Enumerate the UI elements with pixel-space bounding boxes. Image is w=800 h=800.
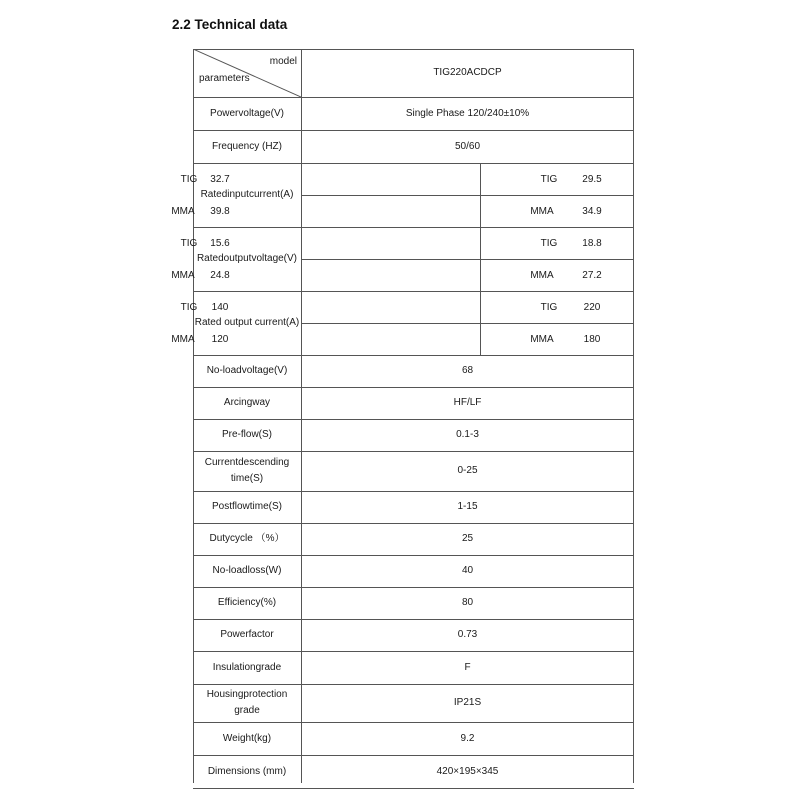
row-label: Rated output current(A) (194, 317, 300, 328)
section-title: 2.2 Technical data (172, 17, 288, 32)
row-value: 50/60 (454, 140, 481, 152)
row-value: 9.2 (460, 732, 475, 744)
technical-data-table (171, 49, 634, 783)
row-label: No-loadvoltage(V) (206, 365, 288, 376)
mode-label: TIG (540, 173, 558, 185)
mode-value: 180 (583, 333, 601, 345)
header-model-value: TIG220ACDCP (433, 67, 502, 78)
row-label: Powervoltage(V) (210, 107, 284, 119)
row-value: 80 (461, 597, 474, 608)
mode-value: 120 (211, 333, 229, 345)
mode-value: 18.8 (582, 237, 602, 249)
mode-label: MMA (171, 269, 195, 281)
row-label: Postflowtime(S) (211, 501, 282, 512)
row-value: 1-15 (457, 501, 478, 512)
row-label: Insulationgrade (212, 661, 282, 673)
row-value: HF/LF (453, 397, 482, 408)
row-label: Ratedinputcurrent(A) (200, 189, 294, 200)
row-value: 0.1-3 (456, 429, 479, 440)
mode-value: 15.6 (210, 237, 230, 249)
row-label: Housingprotection grade (206, 689, 288, 716)
mode-value: 34.9 (582, 205, 602, 217)
row-label: No-loadloss(W) (212, 565, 282, 576)
row-label: Powerfactor (220, 629, 274, 640)
mode-value: 140 (211, 301, 229, 313)
row-value: 68 (461, 365, 474, 376)
mode-label: TIG (180, 237, 198, 249)
row-divider (193, 788, 634, 789)
row-label: Dutycycle （%） (209, 533, 285, 544)
row-label: Weight(kg) (222, 732, 272, 744)
row-label: Currentdescending time(S) (204, 457, 290, 484)
mode-value: 32.7 (210, 173, 230, 185)
row-label: Dimensions (mm) (207, 765, 287, 777)
mode-value: 39.8 (210, 205, 230, 217)
mode-label: TIG (540, 301, 558, 313)
row-value: IP21S (453, 697, 482, 708)
row-value: 0.73 (457, 629, 478, 640)
mode-label: TIG (540, 237, 558, 249)
mode-label: MMA (530, 269, 554, 281)
mode-label: MMA (530, 333, 554, 345)
row-label: Frequency (HZ) (211, 140, 282, 152)
mode-label: MMA (171, 205, 195, 217)
header-parameters-label: parameters (199, 73, 250, 84)
mode-value: 29.5 (582, 173, 602, 185)
row-value: Single Phase 120/240±10% (405, 107, 530, 119)
row-value: 420×195×345 (436, 765, 499, 777)
mode-value: 24.8 (210, 269, 230, 281)
mode-label: MMA (171, 333, 195, 345)
row-label: Arcingway (223, 397, 271, 408)
mode-label: TIG (180, 301, 198, 313)
row-label: Efficiency(%) (217, 597, 277, 608)
table-border-top (193, 49, 634, 50)
row-value: 0-25 (457, 465, 478, 476)
row-label: Pre-flow(S) (221, 429, 272, 440)
mode-label: TIG (180, 173, 198, 185)
header-model-label: model (269, 56, 297, 67)
row-value: 25 (461, 533, 474, 544)
row-label: Ratedoutputvoltage(V) (196, 253, 298, 264)
row-value: 40 (461, 565, 474, 576)
row-value: F (464, 661, 471, 673)
mode-value: 27.2 (582, 269, 602, 281)
mode-label: MMA (530, 205, 554, 217)
mode-value: 220 (583, 301, 601, 313)
